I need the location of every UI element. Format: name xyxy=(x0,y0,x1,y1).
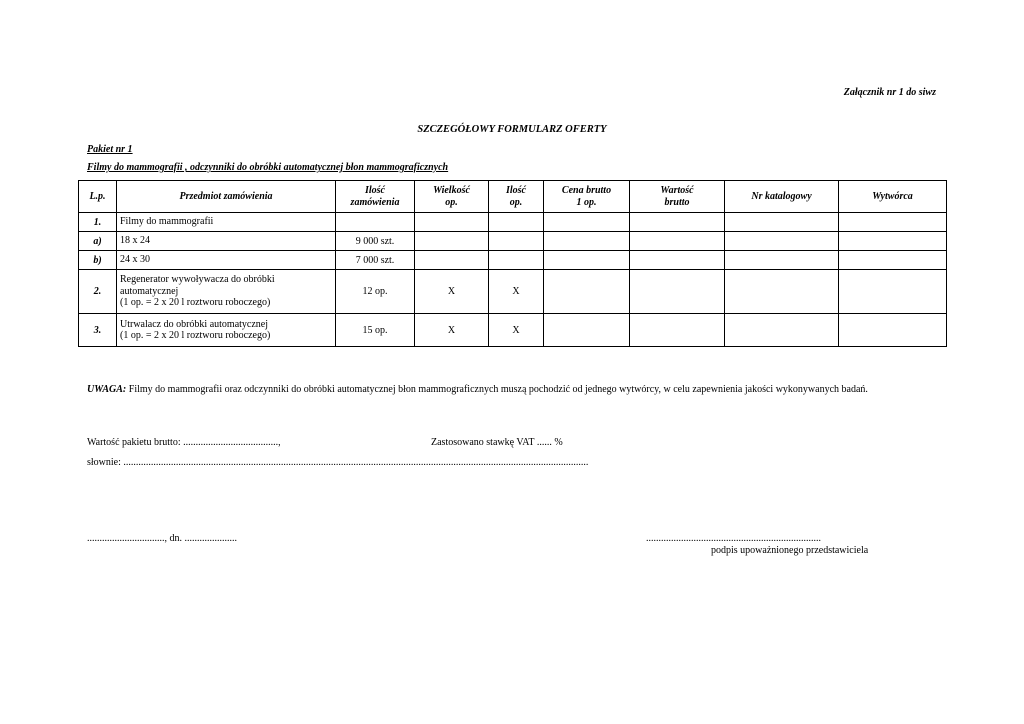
quantity-cell: 12 op. xyxy=(336,270,415,314)
pack-count-cell: X xyxy=(489,314,544,347)
manufacturer-cell xyxy=(839,232,947,251)
column-header-line: Wartość xyxy=(660,184,694,196)
note-paragraph xyxy=(87,380,937,399)
table-row xyxy=(79,314,947,347)
row-number-cell: b) xyxy=(79,251,117,270)
table-row xyxy=(79,251,947,270)
column-header xyxy=(415,181,489,213)
column-header-line: op. xyxy=(445,196,458,208)
place-date-line: ..............................., dn. ..................... xyxy=(87,533,237,544)
quantity-cell: 7 000 szt. xyxy=(336,251,415,270)
catalog-number-cell xyxy=(725,314,839,347)
pack-count-cell: X xyxy=(489,270,544,314)
note-label: UWAGA: xyxy=(87,384,127,395)
column-header xyxy=(839,181,947,213)
column-header-line: Ilość xyxy=(506,184,526,196)
pack-size-cell: X xyxy=(415,314,489,347)
row-number-cell: 2. xyxy=(79,270,117,314)
column-header-line: brutto xyxy=(664,196,690,208)
manufacturer-cell xyxy=(839,251,947,270)
column-header xyxy=(544,181,630,213)
column-header xyxy=(489,181,544,213)
value-in-words-line: słownie: .......................................................................................................................................................................................... xyxy=(87,457,589,468)
column-header xyxy=(725,181,839,213)
quantity-cell xyxy=(336,213,415,232)
unit-price-cell xyxy=(544,270,630,314)
unit-price-cell xyxy=(544,314,630,347)
package-value-line: Wartość pakietu brutto: ......................................, xyxy=(87,437,281,448)
pack-size-cell xyxy=(415,213,489,232)
table-row xyxy=(79,213,947,232)
column-header-line: Cena brutto xyxy=(561,184,612,196)
document-title: SZCZEGÓŁOWY FORMULARZ OFERTY xyxy=(417,124,607,135)
signature-line: ...................................................................... xyxy=(646,533,821,544)
table-row xyxy=(79,232,947,251)
column-header-line: Wielkość xyxy=(433,184,470,196)
item-line: Regenerator wywoływacza do obróbki xyxy=(120,274,275,286)
pack-size-cell xyxy=(415,251,489,270)
item-line: (1 op. = 2 x 20 l roztworu roboczego) xyxy=(120,297,271,309)
table-body xyxy=(79,213,947,347)
column-header xyxy=(336,181,415,213)
column-header xyxy=(117,181,336,213)
vat-rate-line: Zastosowano stawkę VAT ...... % xyxy=(431,437,563,448)
item-cell xyxy=(117,213,336,232)
column-header-line: Wytwórca xyxy=(872,190,913,202)
column-header xyxy=(79,181,117,213)
item-line: Utrwalacz do obróbki automatycznej xyxy=(120,318,268,330)
item-line: Filmy do mammografii xyxy=(120,216,214,228)
pack-count-cell xyxy=(489,232,544,251)
quantity-cell: 15 op. xyxy=(336,314,415,347)
package-subject: Filmy do mammografii , odczynniki do obróbki automatycznej błon mammograficznych xyxy=(87,162,449,173)
unit-price-cell xyxy=(544,213,630,232)
gross-value-cell xyxy=(630,270,725,314)
table-header-row xyxy=(79,181,947,213)
note-text: Filmy do mammografii oraz odczynniki do obróbki automatycznej błon mammograficznych muszą pochodzić od jednego wytwórcy, w celu zapewnienia jakości wykonywanych badań. xyxy=(126,384,868,395)
item-line: 18 x 24 xyxy=(120,235,150,247)
column-header-line: Przedmiot zamówienia xyxy=(179,190,273,202)
catalog-number-cell xyxy=(725,232,839,251)
column-header-line: L.p. xyxy=(89,190,106,202)
item-cell xyxy=(117,314,336,347)
row-number-cell: 1. xyxy=(79,213,117,232)
manufacturer-cell xyxy=(839,213,947,232)
pack-count-cell xyxy=(489,213,544,232)
item-cell xyxy=(117,270,336,314)
column-header-line: zamówienia xyxy=(350,196,400,208)
item-cell xyxy=(117,232,336,251)
manufacturer-cell xyxy=(839,270,947,314)
catalog-number-cell xyxy=(725,213,839,232)
item-line: (1 op. = 2 x 20 l roztworu roboczego) xyxy=(120,330,271,341)
table-row xyxy=(79,270,947,314)
column-header xyxy=(630,181,725,213)
signature-label: podpis upoważnionego przedstawiciela xyxy=(711,545,869,556)
manufacturer-cell xyxy=(839,314,947,347)
unit-price-cell xyxy=(544,232,630,251)
item-cell xyxy=(117,251,336,270)
gross-value-cell xyxy=(630,232,725,251)
column-header-line: Ilość xyxy=(365,184,385,196)
gross-value-cell xyxy=(630,251,725,270)
quantity-cell: 9 000 szt. xyxy=(336,232,415,251)
item-line: automatycznej xyxy=(120,285,179,297)
offer-table xyxy=(78,180,947,347)
catalog-number-cell xyxy=(725,251,839,270)
item-line: 24 x 30 xyxy=(120,254,150,266)
gross-value-cell xyxy=(630,314,725,347)
column-header-line: op. xyxy=(509,196,523,208)
unit-price-cell xyxy=(544,251,630,270)
annex-label: Załącznik nr 1 do siwz xyxy=(843,87,936,98)
pack-size-cell: X xyxy=(415,270,489,314)
row-number-cell: 3. xyxy=(79,314,117,347)
column-header-line: 1 op. xyxy=(576,196,597,208)
gross-value-cell xyxy=(630,213,725,232)
package-label: Pakiet nr 1 xyxy=(87,144,133,155)
column-header-line: Nr katalogowy xyxy=(751,190,812,202)
pack-count-cell xyxy=(489,251,544,270)
row-number-cell: a) xyxy=(79,232,117,251)
pack-size-cell xyxy=(415,232,489,251)
catalog-number-cell xyxy=(725,270,839,314)
